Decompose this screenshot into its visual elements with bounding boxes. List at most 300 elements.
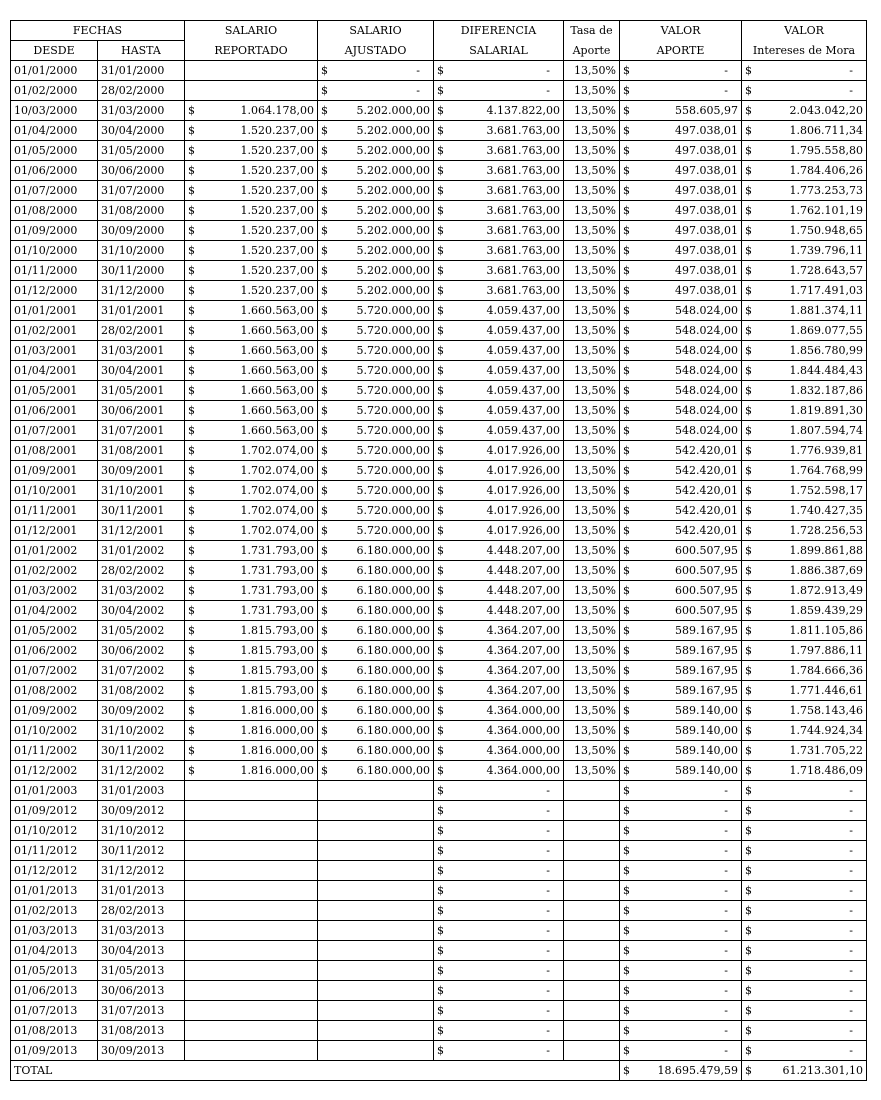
currency-symbol: $ — [321, 484, 328, 497]
cell-valor-aporte — [620, 741, 742, 761]
cell-desde: 01/12/2001 — [11, 521, 98, 541]
cell-desde: 01/01/2013 — [11, 881, 98, 901]
amount: 4.059.437,00 — [486, 324, 560, 337]
currency-symbol: $ — [321, 464, 328, 477]
amount: 1.731.793,00 — [240, 584, 314, 597]
cell-desde: 01/09/2013 — [11, 1041, 98, 1061]
currency-symbol: $ — [188, 444, 195, 457]
currency-symbol: $ — [745, 144, 752, 157]
currency-symbol: $ — [437, 644, 444, 657]
cell-salario-ajustado — [318, 501, 434, 521]
cell-salario-ajustado — [318, 941, 434, 961]
cell-desde: 01/07/2001 — [11, 421, 98, 441]
currency-symbol: $ — [321, 344, 328, 357]
amount: 5.202.000,00 — [356, 144, 430, 157]
cell-tasa-aporte — [564, 841, 620, 861]
cell-hasta: 31/03/2001 — [98, 341, 185, 361]
cell-salario-ajustado — [318, 661, 434, 681]
currency-symbol: $ — [437, 164, 444, 177]
currency-symbol: $ — [623, 944, 630, 957]
currency-symbol: $ — [188, 624, 195, 637]
cell-intereses-mora — [742, 681, 867, 701]
currency-symbol: $ — [745, 484, 752, 497]
amount: 1.731.705,22 — [789, 744, 863, 757]
table-row — [11, 101, 867, 121]
currency-symbol: $ — [623, 784, 630, 797]
currency-symbol: $ — [745, 584, 752, 597]
cell-salario-reportado — [185, 181, 318, 201]
amount: 600.507,95 — [675, 584, 738, 597]
cell-salario-reportado — [185, 101, 318, 121]
currency-symbol: $ — [321, 724, 328, 737]
currency-symbol: $ — [623, 764, 630, 777]
cell-desde: 01/10/2012 — [11, 821, 98, 841]
amount: - — [849, 824, 853, 837]
currency-symbol: $ — [437, 604, 444, 617]
cell-intereses-mora — [742, 241, 867, 261]
currency-symbol: $ — [321, 384, 328, 397]
cell-intereses-mora — [742, 921, 867, 941]
cell-valor-aporte — [620, 761, 742, 781]
cell-valor-aporte — [620, 601, 742, 621]
currency-symbol: $ — [623, 444, 630, 457]
currency-symbol: $ — [437, 884, 444, 897]
cell-desde: 01/03/2001 — [11, 341, 98, 361]
amount: 1.819.891,30 — [789, 404, 863, 417]
cell-diferencia-salarial — [434, 921, 564, 941]
cell-valor-aporte — [620, 721, 742, 741]
cell-desde: 01/07/2013 — [11, 1001, 98, 1021]
table-header — [11, 21, 867, 61]
table-row — [11, 301, 867, 321]
table-row — [11, 341, 867, 361]
cell-valor-aporte — [620, 321, 742, 341]
cell-salario-ajustado — [318, 201, 434, 221]
amount: 497.038,01 — [675, 124, 738, 137]
table-row — [11, 181, 867, 201]
cell-salario-reportado — [185, 901, 318, 921]
amount: 542.420,01 — [675, 524, 738, 537]
amount: 5.202.000,00 — [356, 224, 430, 237]
currency-symbol: $ — [623, 584, 630, 597]
amount: 1.899.861,88 — [789, 544, 863, 557]
cell-diferencia-salarial — [434, 421, 564, 441]
cell-intereses-mora — [742, 281, 867, 301]
amount: 5.202.000,00 — [356, 284, 430, 297]
cell-valor-aporte — [620, 781, 742, 801]
aportes-table — [10, 20, 867, 1081]
currency-symbol: $ — [745, 764, 752, 777]
currency-symbol: $ — [437, 984, 444, 997]
amount: - — [849, 84, 853, 97]
cell-salario-reportado — [185, 341, 318, 361]
cell-intereses-mora — [742, 841, 867, 861]
cell-desde: 01/07/2002 — [11, 661, 98, 681]
cell-valor-aporte — [620, 821, 742, 841]
cell-hasta: 31/05/2001 — [98, 381, 185, 401]
cell-hasta: 28/02/2000 — [98, 81, 185, 101]
currency-symbol: $ — [188, 464, 195, 477]
cell-tasa-aporte: 13,50% — [564, 161, 620, 181]
cell-salario-reportado — [185, 361, 318, 381]
table-row — [11, 441, 867, 461]
cell-diferencia-salarial — [434, 561, 564, 581]
currency-symbol: $ — [745, 224, 752, 237]
table-row — [11, 801, 867, 821]
cell-diferencia-salarial — [434, 1041, 564, 1061]
amount: 1.762.101,19 — [789, 204, 863, 217]
amount: 1.815.793,00 — [240, 624, 314, 637]
header-aporte: Aporte — [564, 41, 620, 61]
amount: - — [724, 64, 728, 77]
currency-symbol: $ — [745, 384, 752, 397]
amount: 1.064.178,00 — [240, 104, 314, 117]
currency-symbol: $ — [437, 684, 444, 697]
amount: 4.364.000,00 — [486, 744, 560, 757]
cell-diferencia-salarial — [434, 881, 564, 901]
currency-symbol: $ — [745, 1044, 752, 1057]
amount: 497.038,01 — [675, 224, 738, 237]
amount: 497.038,01 — [675, 164, 738, 177]
table-row — [11, 581, 867, 601]
cell-salario-reportado — [185, 321, 318, 341]
amount: 5.720.000,00 — [356, 464, 430, 477]
cell-salario-reportado — [185, 281, 318, 301]
amount: 1.856.780,99 — [789, 344, 863, 357]
amount: 3.681.763,00 — [486, 184, 560, 197]
currency-symbol: $ — [437, 464, 444, 477]
amount: 548.024,00 — [675, 424, 738, 437]
amount: 1.832.187,86 — [789, 384, 863, 397]
cell-hasta: 31/12/2000 — [98, 281, 185, 301]
amount: 4.364.207,00 — [486, 644, 560, 657]
currency-symbol: $ — [623, 1024, 630, 1037]
amount: 589.140,00 — [675, 764, 738, 777]
currency-symbol: $ — [623, 724, 630, 737]
cell-hasta: 31/08/2000 — [98, 201, 185, 221]
table-row — [11, 141, 867, 161]
amount: 1.764.768,99 — [789, 464, 863, 477]
cell-tasa-aporte: 13,50% — [564, 301, 620, 321]
cell-hasta: 31/12/2001 — [98, 521, 185, 541]
cell-desde: 01/01/2003 — [11, 781, 98, 801]
currency-symbol: $ — [321, 544, 328, 557]
cell-tasa-aporte: 13,50% — [564, 401, 620, 421]
amount: 5.720.000,00 — [356, 424, 430, 437]
amount: 1.660.563,00 — [240, 344, 314, 357]
header-fechas: FECHAS — [11, 21, 185, 41]
currency-symbol: $ — [188, 304, 195, 317]
amount: 589.167,95 — [675, 644, 738, 657]
currency-symbol: $ — [745, 244, 752, 257]
table-row — [11, 61, 867, 81]
currency-symbol: $ — [437, 304, 444, 317]
amount: 589.167,95 — [675, 684, 738, 697]
cell-intereses-mora — [742, 221, 867, 241]
currency-symbol: $ — [437, 444, 444, 457]
cell-salario-ajustado — [318, 61, 434, 81]
cell-diferencia-salarial — [434, 741, 564, 761]
table-row — [11, 741, 867, 761]
table-row — [11, 501, 867, 521]
cell-salario-reportado — [185, 1021, 318, 1041]
cell-intereses-mora — [742, 721, 867, 741]
header-reportado: REPORTADO — [185, 41, 318, 61]
cell-hasta: 30/04/2000 — [98, 121, 185, 141]
cell-tasa-aporte: 13,50% — [564, 741, 620, 761]
currency-symbol: $ — [745, 264, 752, 277]
cell-diferencia-salarial — [434, 681, 564, 701]
cell-intereses-mora — [742, 941, 867, 961]
cell-salario-reportado — [185, 621, 318, 641]
cell-hasta: 31/12/2012 — [98, 861, 185, 881]
cell-salario-ajustado — [318, 181, 434, 201]
cell-desde: 01/08/2001 — [11, 441, 98, 461]
currency-symbol: $ — [437, 924, 444, 937]
cell-valor-aporte — [620, 461, 742, 481]
cell-salario-reportado — [185, 81, 318, 101]
currency-symbol: $ — [437, 1004, 444, 1017]
cell-desde: 01/04/2001 — [11, 361, 98, 381]
amount: 1.784.406,26 — [789, 164, 863, 177]
currency-symbol: $ — [623, 64, 630, 77]
currency-symbol: $ — [188, 684, 195, 697]
cell-diferencia-salarial — [434, 601, 564, 621]
cell-diferencia-salarial — [434, 701, 564, 721]
currency-symbol: $ — [623, 644, 630, 657]
cell-desde: 01/09/2012 — [11, 801, 98, 821]
currency-symbol: $ — [745, 1024, 752, 1037]
cell-desde: 01/09/2000 — [11, 221, 98, 241]
amount: 1.807.594,74 — [789, 424, 863, 437]
currency-symbol: $ — [745, 284, 752, 297]
cell-diferencia-salarial — [434, 841, 564, 861]
cell-intereses-mora — [742, 161, 867, 181]
cell-salario-reportado — [185, 921, 318, 941]
table-row — [11, 1001, 867, 1021]
cell-diferencia-salarial — [434, 401, 564, 421]
cell-desde: 01/08/2013 — [11, 1021, 98, 1041]
cell-tasa-aporte: 13,50% — [564, 121, 620, 141]
table-row — [11, 661, 867, 681]
amount: 4.017.926,00 — [486, 464, 560, 477]
cell-intereses-mora — [742, 321, 867, 341]
currency-symbol: $ — [321, 104, 328, 117]
amount: 558.605,97 — [675, 104, 738, 117]
cell-diferencia-salarial — [434, 121, 564, 141]
cell-diferencia-salarial — [434, 621, 564, 641]
amount: 5.202.000,00 — [356, 244, 430, 257]
amount: 1.660.563,00 — [240, 404, 314, 417]
cell-salario-ajustado — [318, 441, 434, 461]
cell-tasa-aporte: 13,50% — [564, 241, 620, 261]
cell-intereses-mora — [742, 661, 867, 681]
total-label: TOTAL — [11, 1061, 620, 1081]
cell-salario-reportado — [185, 481, 318, 501]
cell-salario-ajustado — [318, 141, 434, 161]
amount: 1.660.563,00 — [240, 364, 314, 377]
amount: - — [849, 884, 853, 897]
amount: 6.180.000,00 — [356, 644, 430, 657]
cell-intereses-mora — [742, 101, 867, 121]
cell-intereses-mora — [742, 461, 867, 481]
cell-intereses-mora — [742, 1001, 867, 1021]
amount: 5.720.000,00 — [356, 324, 430, 337]
table-row — [11, 901, 867, 921]
cell-tasa-aporte: 13,50% — [564, 261, 620, 281]
cell-intereses-mora — [742, 901, 867, 921]
amount: 1.520.237,00 — [240, 284, 314, 297]
currency-symbol: $ — [188, 264, 195, 277]
currency-symbol: $ — [437, 224, 444, 237]
amount: 3.681.763,00 — [486, 204, 560, 217]
table-row — [11, 421, 867, 441]
currency-symbol: $ — [745, 164, 752, 177]
amount: 497.038,01 — [675, 264, 738, 277]
amount: 6.180.000,00 — [356, 664, 430, 677]
currency-symbol: $ — [745, 804, 752, 817]
cell-hasta: 31/05/2002 — [98, 621, 185, 641]
cell-salario-ajustado — [318, 821, 434, 841]
amount: 1.731.793,00 — [240, 604, 314, 617]
cell-valor-aporte — [620, 61, 742, 81]
currency-symbol: $ — [745, 864, 752, 877]
amount: 4.017.926,00 — [486, 444, 560, 457]
cell-salario-ajustado — [318, 1021, 434, 1041]
cell-intereses-mora — [742, 621, 867, 641]
cell-diferencia-salarial — [434, 101, 564, 121]
table-row — [11, 621, 867, 641]
currency-symbol: $ — [745, 104, 752, 117]
amount: - — [849, 984, 853, 997]
currency-symbol: $ — [188, 384, 195, 397]
amount: 1.702.074,00 — [240, 524, 314, 537]
currency-symbol: $ — [188, 664, 195, 677]
cell-diferencia-salarial — [434, 341, 564, 361]
cell-intereses-mora — [742, 401, 867, 421]
amount: 3.681.763,00 — [486, 284, 560, 297]
amount: 1.815.793,00 — [240, 664, 314, 677]
currency-symbol: $ — [321, 224, 328, 237]
currency-symbol: $ — [321, 584, 328, 597]
currency-symbol: $ — [623, 224, 630, 237]
cell-diferencia-salarial — [434, 821, 564, 841]
amount: - — [724, 1024, 728, 1037]
amount: 5.720.000,00 — [356, 364, 430, 377]
table-row — [11, 121, 867, 141]
currency-symbol: $ — [745, 184, 752, 197]
amount: - — [849, 1024, 853, 1037]
cell-hasta: 30/11/2012 — [98, 841, 185, 861]
currency-symbol: $ — [745, 444, 752, 457]
cell-hasta: 30/09/2002 — [98, 701, 185, 721]
cell-hasta: 31/05/2000 — [98, 141, 185, 161]
cell-intereses-mora — [742, 301, 867, 321]
amount: 600.507,95 — [675, 544, 738, 557]
amount: 600.507,95 — [675, 564, 738, 577]
currency-symbol: $ — [188, 524, 195, 537]
currency-symbol: $ — [188, 604, 195, 617]
cell-salario-ajustado — [318, 641, 434, 661]
currency-symbol: $ — [745, 644, 752, 657]
currency-symbol: $ — [437, 664, 444, 677]
cell-salario-reportado — [185, 601, 318, 621]
currency-symbol: $ — [321, 284, 328, 297]
cell-valor-aporte — [620, 261, 742, 281]
currency-symbol: $ — [188, 244, 195, 257]
cell-desde: 01/10/2002 — [11, 721, 98, 741]
currency-symbol: $ — [623, 84, 630, 97]
currency-symbol: $ — [745, 424, 752, 437]
currency-symbol: $ — [745, 464, 752, 477]
amount: 1.771.446,61 — [789, 684, 863, 697]
amount: - — [546, 964, 550, 977]
cell-hasta: 30/09/2012 — [98, 801, 185, 821]
amount: 6.180.000,00 — [356, 624, 430, 637]
amount: 6.180.000,00 — [356, 684, 430, 697]
cell-desde: 01/11/2012 — [11, 841, 98, 861]
cell-intereses-mora — [742, 501, 867, 521]
cell-tasa-aporte — [564, 781, 620, 801]
amount: 1.739.796,11 — [789, 244, 863, 257]
amount: - — [849, 944, 853, 957]
cell-hasta: 31/05/2013 — [98, 961, 185, 981]
cell-salario-reportado — [185, 1001, 318, 1021]
currency-symbol: $ — [321, 604, 328, 617]
cell-diferencia-salarial — [434, 461, 564, 481]
cell-salario-reportado — [185, 221, 318, 241]
table-row — [11, 821, 867, 841]
amount: 5.202.000,00 — [356, 104, 430, 117]
currency-symbol: $ — [437, 704, 444, 717]
amount: 1.702.074,00 — [240, 444, 314, 457]
cell-valor-aporte — [620, 481, 742, 501]
amount: 6.180.000,00 — [356, 764, 430, 777]
amount: - — [546, 804, 550, 817]
cell-hasta: 31/08/2001 — [98, 441, 185, 461]
amount: 5.720.000,00 — [356, 304, 430, 317]
amount: 4.364.000,00 — [486, 704, 560, 717]
amount: 1.718.486,09 — [789, 764, 863, 777]
amount: 5.720.000,00 — [356, 524, 430, 537]
table-row — [11, 601, 867, 621]
cell-hasta: 30/06/2002 — [98, 641, 185, 661]
table-row — [11, 241, 867, 261]
cell-salario-ajustado — [318, 721, 434, 741]
cell-desde: 01/04/2013 — [11, 941, 98, 961]
currency-symbol: $ — [188, 144, 195, 157]
cell-intereses-mora — [742, 201, 867, 221]
cell-tasa-aporte: 13,50% — [564, 601, 620, 621]
amount: 1.815.793,00 — [240, 644, 314, 657]
cell-intereses-mora — [742, 981, 867, 1001]
currency-symbol: $ — [623, 104, 630, 117]
currency-symbol: $ — [623, 564, 630, 577]
cell-valor-aporte — [620, 121, 742, 141]
cell-diferencia-salarial — [434, 321, 564, 341]
table-row — [11, 941, 867, 961]
amount: 600.507,95 — [675, 604, 738, 617]
table-row — [11, 201, 867, 221]
amount: 3.681.763,00 — [486, 164, 560, 177]
amount: 6.180.000,00 — [356, 604, 430, 617]
cell-diferencia-salarial — [434, 61, 564, 81]
amount: 5.720.000,00 — [356, 384, 430, 397]
currency-symbol: $ — [623, 484, 630, 497]
cell-tasa-aporte: 13,50% — [564, 701, 620, 721]
cell-hasta: 30/11/2000 — [98, 261, 185, 281]
table-row — [11, 361, 867, 381]
